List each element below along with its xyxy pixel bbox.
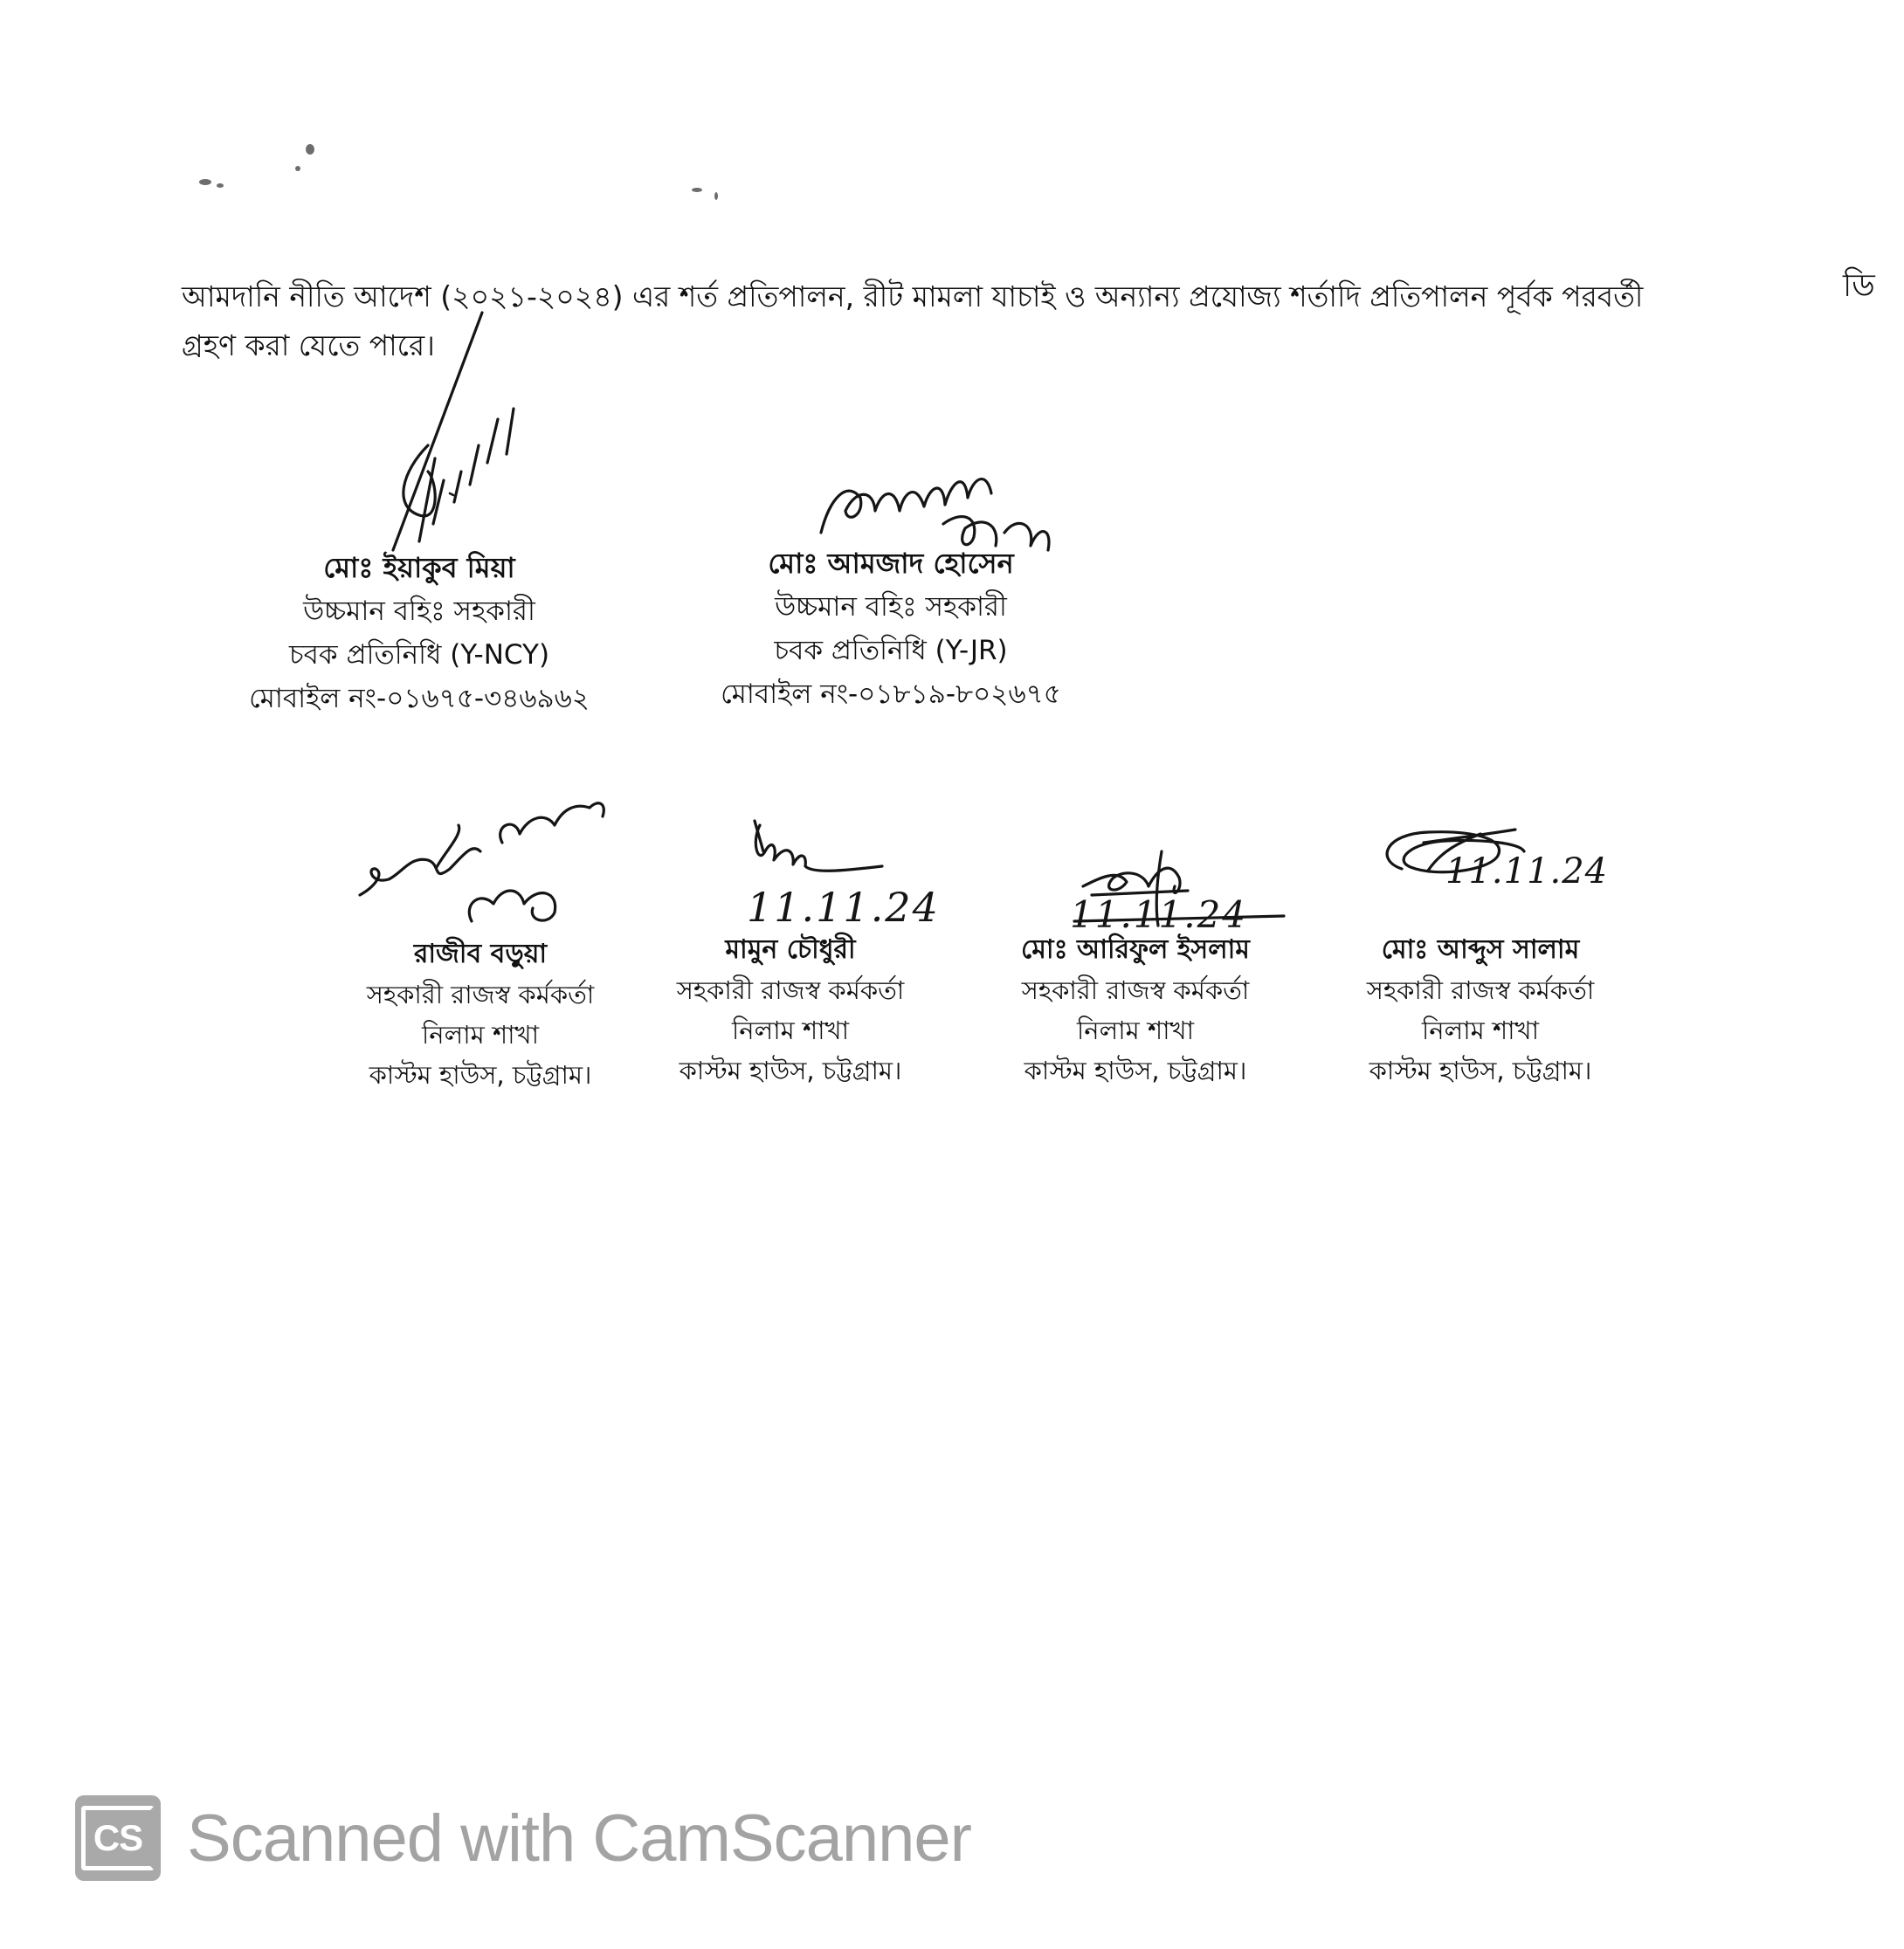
signatory-office: কাস্টম হাউস, চট্টগ্রাম। bbox=[1024, 1056, 1247, 1085]
signatory-branch: নিলাম শাখা bbox=[1077, 1016, 1194, 1045]
watermark-text: Scanned with CamScanner bbox=[187, 1801, 971, 1876]
scan-speck bbox=[217, 183, 224, 188]
camscanner-watermark bbox=[75, 1794, 971, 1882]
handwritten-date-mamun: 11.11.24 bbox=[747, 884, 940, 931]
signatory-title: সহকারী রাজস্ব কর্মকর্তা bbox=[1366, 975, 1595, 1005]
signatory-title: সহকারী রাজস্ব কর্মকর্তা bbox=[676, 975, 905, 1005]
signatory-block-yakub bbox=[210, 546, 629, 720]
signatory-branch: নিলাম শাখা bbox=[422, 1020, 539, 1050]
cut-off-edge-text: ডি bbox=[1843, 268, 1875, 304]
camscanner-logo-text: CS bbox=[81, 1806, 155, 1870]
signatory-title: উচ্চমান বহিঃ সহকারী bbox=[303, 596, 535, 627]
signatory-title: উচ্চমান বহিঃ সহকারী bbox=[775, 591, 1007, 623]
signatory-block-amjad bbox=[681, 541, 1100, 716]
camscanner-logo-icon bbox=[75, 1795, 161, 1881]
signatory-name: মোঃ আব্দুস সালাম bbox=[1381, 934, 1580, 965]
signatory-office: কাস্টম হাউস, চট্টগ্রাম। bbox=[1369, 1056, 1592, 1085]
paragraph-line: গ্রহণ করা যেতে পারে। bbox=[182, 328, 435, 362]
signatory-role: চবক প্রতিনিধি (Y-JR) bbox=[774, 635, 1008, 666]
signatory-office: কাস্টম হাউস, চট্টগ্রাম। bbox=[679, 1056, 902, 1085]
signatory-title: সহকারী রাজস্ব কর্মকর্তা bbox=[1021, 975, 1250, 1005]
signatory-office: কাস্টম হাউস, চট্টগ্রাম। bbox=[369, 1060, 592, 1090]
signatory-mobile: মোবাইল নং-০১৬৭৫-৩৪৬৯৬২ bbox=[249, 683, 590, 714]
signatory-block-salam bbox=[1306, 930, 1655, 1091]
signatory-name: রাজীব বড়ুয়া bbox=[413, 939, 548, 969]
signature-yakub bbox=[367, 306, 542, 568]
scan-speck bbox=[714, 192, 718, 200]
signatory-block-rajib bbox=[306, 934, 655, 1095]
paragraph-line: আমদানি নীতি আদেশ (২০২১-২০২৪) এর শর্ত প্রতিপালন, রীট মামলা যাচাই ও অন্যান্য প্রযোজ্য শর্তাদি প্রতিপালন পূর্বক পরবর্তী bbox=[182, 279, 1644, 313]
signatory-block-mamun bbox=[616, 930, 965, 1091]
signatory-name: মোঃ আমজাদ হোসেন bbox=[768, 547, 1014, 580]
handwritten-date-ariful: 11.11.24 bbox=[1070, 893, 1248, 936]
signatory-name: মামুন চৌধুরী bbox=[725, 934, 856, 965]
signatory-branch: নিলাম শাখা bbox=[1422, 1016, 1539, 1045]
scan-speck bbox=[306, 144, 314, 155]
signatory-mobile: মোবাইল নং-০১৮১৯-৮০২৬৭৫ bbox=[721, 678, 1061, 710]
scan-speck bbox=[199, 179, 211, 185]
signatory-block-ariful bbox=[961, 930, 1310, 1091]
signatory-name: মোঃ ইয়াকুব মিয়া bbox=[323, 551, 515, 584]
signatory-branch: নিলাম শাখা bbox=[732, 1016, 849, 1045]
signatory-role: চবক প্রতিনিধি (Y-NCY) bbox=[288, 639, 550, 671]
scan-speck bbox=[295, 166, 300, 171]
signature-rajib bbox=[349, 782, 611, 947]
scan-speck bbox=[692, 188, 702, 192]
handwritten-date-salam: 11.11.24 bbox=[1445, 851, 1609, 892]
signatory-name: মোঃ আরিফুল ইসলাম bbox=[1021, 934, 1250, 965]
signatory-title: সহকারী রাজস্ব কর্মকর্তা bbox=[366, 980, 595, 1009]
